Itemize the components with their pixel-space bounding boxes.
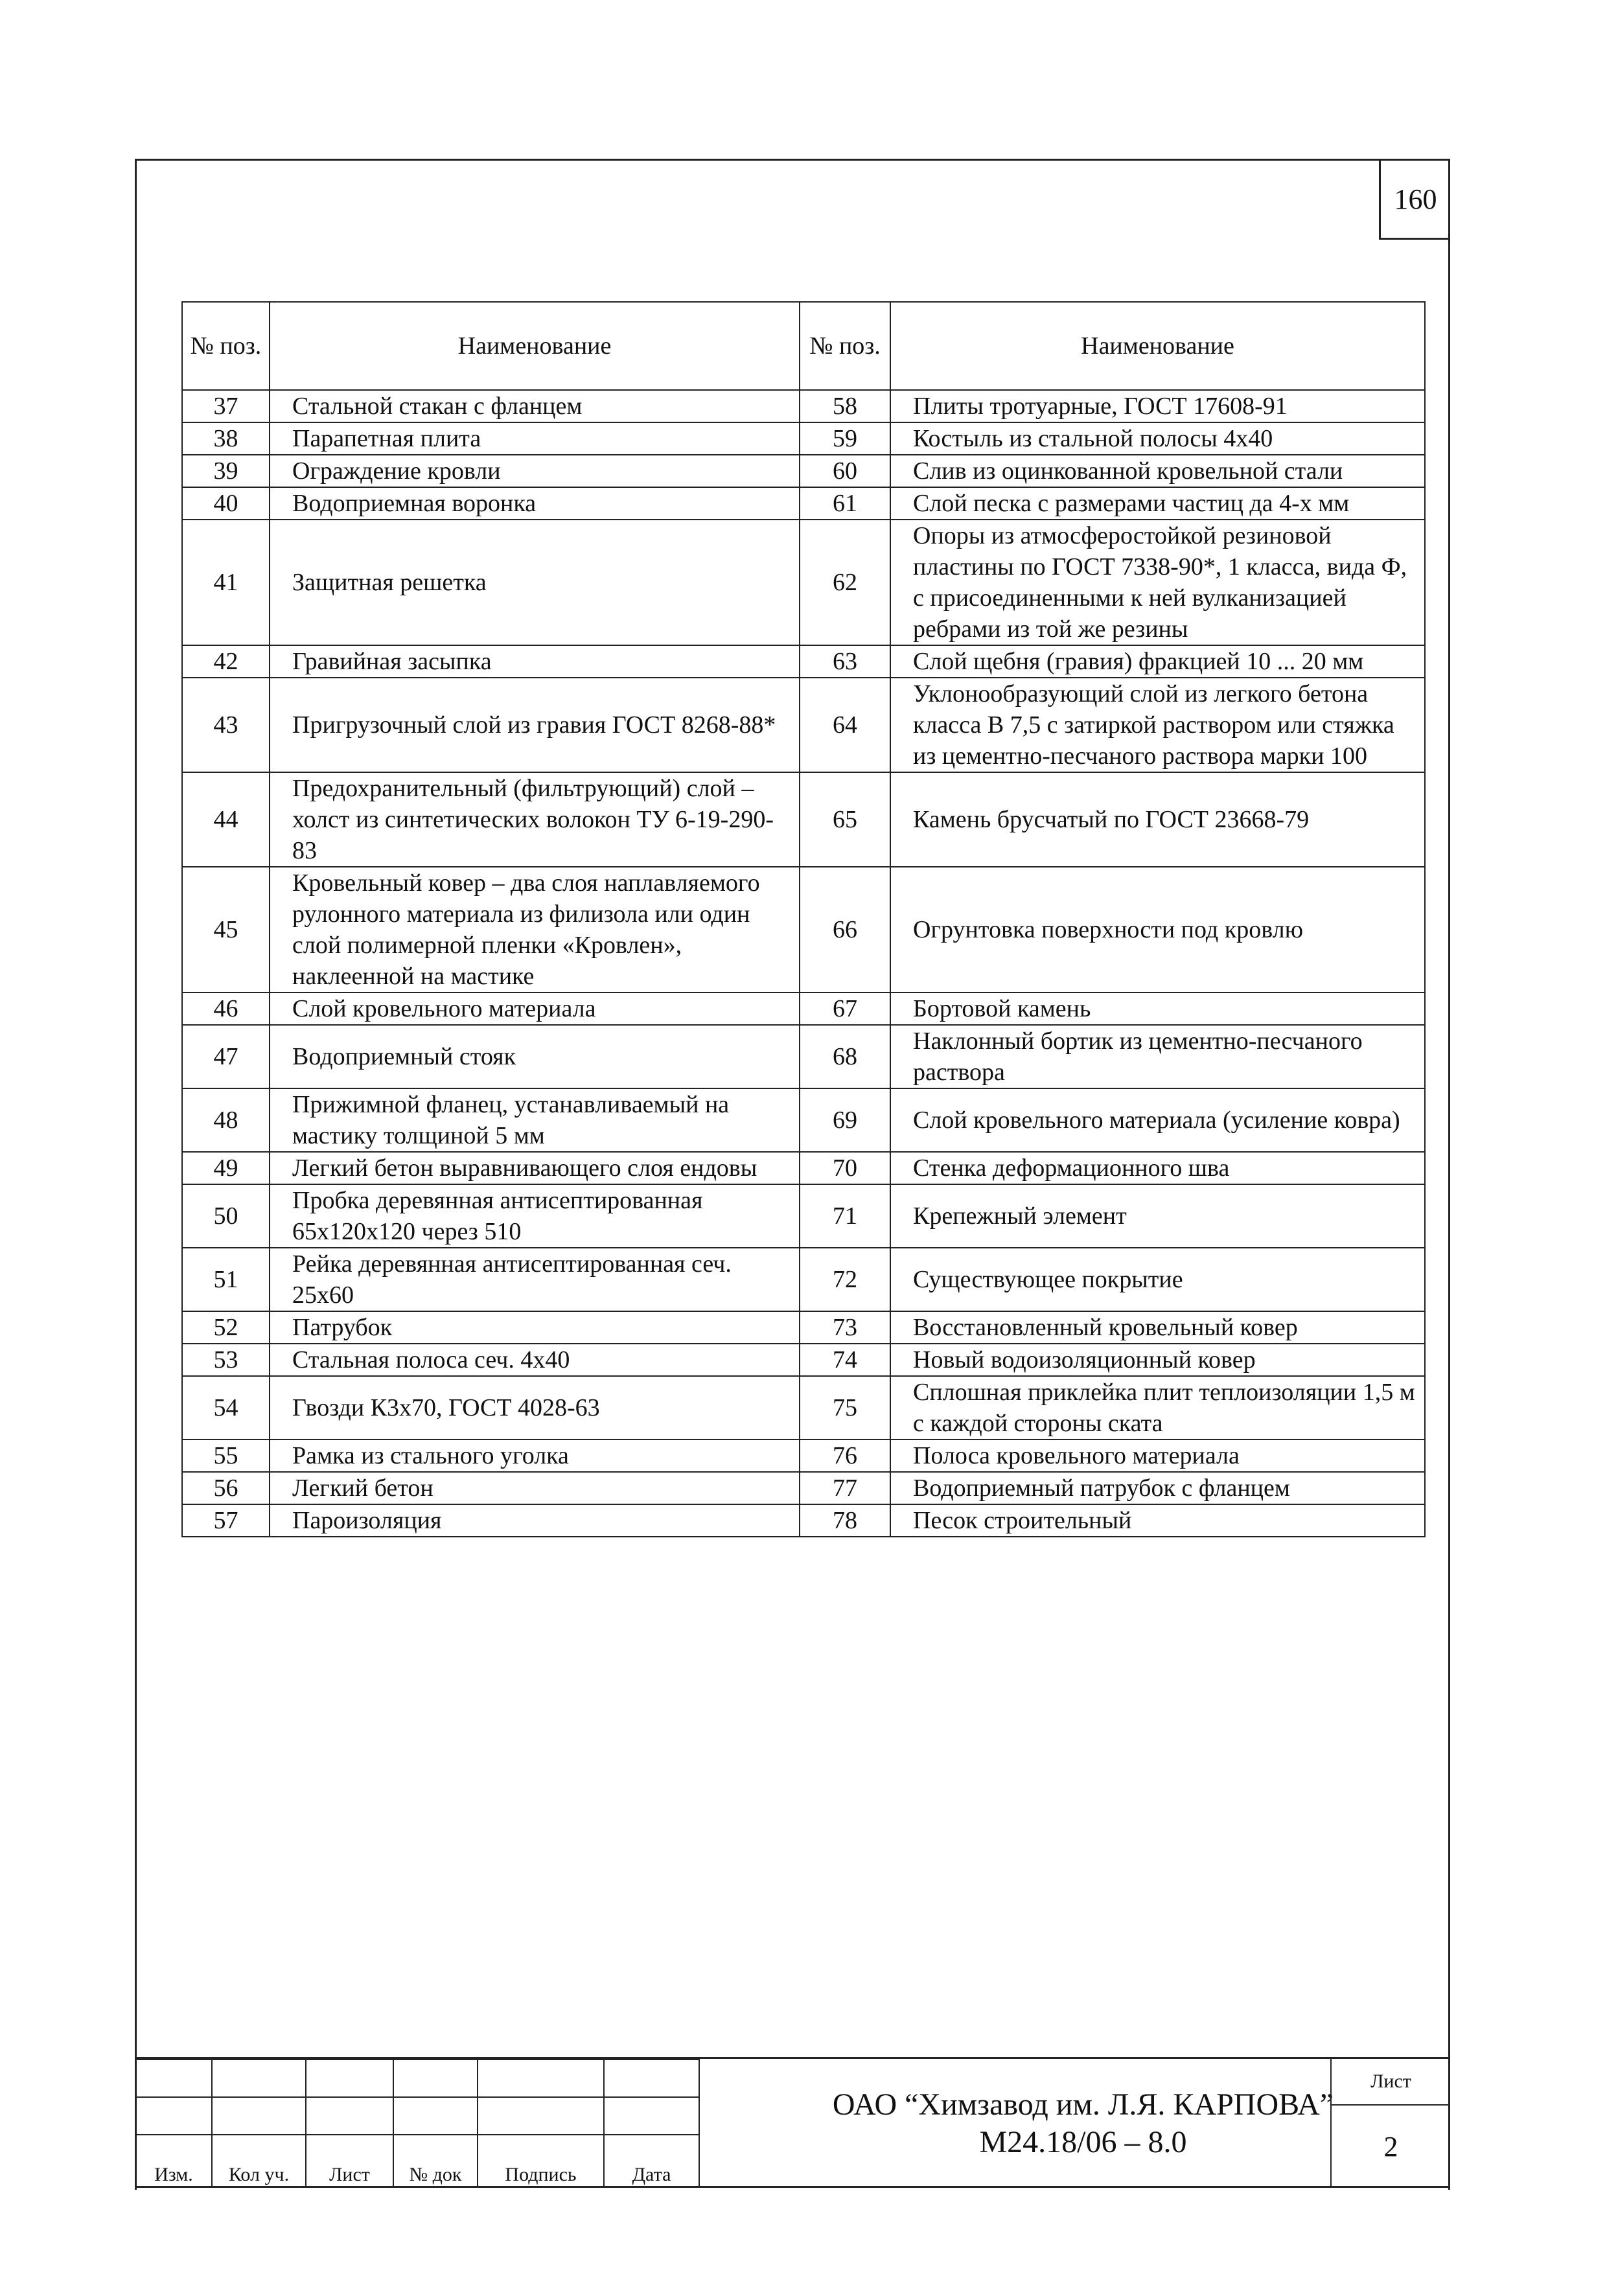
cell-name-left: Водоприемная воронка — [270, 487, 800, 520]
cell-pos-left: 43 — [182, 678, 270, 772]
cell-name-left: Легкий бетон выравнивающего слоя ендовы — [270, 1152, 800, 1184]
cell-name-right: Существующее покрытие — [890, 1248, 1425, 1311]
stamp-label-nom-dok: № док — [393, 2135, 478, 2187]
table-row — [182, 645, 1425, 678]
cell-name-left: Водоприемный стояк — [270, 1025, 800, 1088]
cell-name-left: Гравийная засыпка — [270, 645, 800, 678]
cell-name-right: Слой песка с размерами частиц да 4-х мм — [890, 487, 1425, 520]
page-number: 160 — [1379, 161, 1450, 240]
cell-pos-left: 47 — [182, 1025, 270, 1088]
table-row — [182, 772, 1425, 867]
cell-pos-right: 60 — [800, 455, 890, 487]
cell-name-right: Слив из оцинкованной кровельной стали — [890, 455, 1425, 487]
header-name-left: Наименование — [270, 302, 800, 390]
cell-name-right: Полоса кровельного материала — [890, 1440, 1425, 1472]
cell-name-right: Опоры из атмосферостойкой резиновой пластины по ГОСТ 7338-90*, 1 класса, вида Ф, с присоединенными к ней вулканизацией ребрами из той же резины — [890, 520, 1425, 645]
cell-name-left: Защитная решетка — [270, 520, 800, 645]
stamp-label-list: Лист — [306, 2135, 393, 2187]
table-row — [182, 678, 1425, 772]
table-row — [182, 1025, 1425, 1088]
header-pos-left: № поз. — [182, 302, 270, 390]
cell-name-right: Уклонообразующий слой из легкого бетона класса В 7,5 с затиркой раствором или стяжка из цементно-песчаного раствора марки 100 — [890, 678, 1425, 772]
cell-name-left: Рейка деревянная антисептированная сеч. 25x60 — [270, 1248, 800, 1311]
cell-name-right: Новый водоизоляционный ковер — [890, 1344, 1425, 1376]
cell-pos-left: 38 — [182, 422, 270, 455]
cell-pos-left: 45 — [182, 867, 270, 993]
cell-name-left: Гвозди К3x70, ГОСТ 4028-63 — [270, 1376, 800, 1440]
organization-name: ОАО “Химзавод им. Л.Я. КАРПОВА” — [832, 2087, 1334, 2122]
cell-name-right: Плиты тротуарные, ГОСТ 17608-91 — [890, 390, 1425, 422]
cell-name-right: Крепежный элемент — [890, 1184, 1425, 1248]
cell-pos-left: 41 — [182, 520, 270, 645]
specification-table — [181, 301, 1426, 1537]
table-row — [182, 520, 1425, 645]
cell-name-left: Легкий бетон — [270, 1472, 800, 1504]
table-row — [182, 993, 1425, 1025]
cell-pos-right: 75 — [800, 1376, 890, 1440]
cell-pos-right: 67 — [800, 993, 890, 1025]
cell-pos-right: 78 — [800, 1504, 890, 1537]
cell-pos-left: 46 — [182, 993, 270, 1025]
table-row — [182, 455, 1425, 487]
cell-pos-left: 52 — [182, 1311, 270, 1344]
sheet-number: 2 — [1383, 2131, 1398, 2163]
cell-name-left: Пробка деревянная антисептированная 65x120x120 через 510 — [270, 1184, 800, 1248]
cell-pos-left: 39 — [182, 455, 270, 487]
cell-name-left: Патрубок — [270, 1311, 800, 1344]
cell-name-right: Стенка деформационного шва — [890, 1152, 1425, 1184]
cell-name-right: Огрунтовка поверхности под кровлю — [890, 867, 1425, 993]
cell-pos-right: 76 — [800, 1440, 890, 1472]
cell-pos-right: 65 — [800, 772, 890, 867]
table-row — [182, 487, 1425, 520]
cell-pos-left: 40 — [182, 487, 270, 520]
table-body — [182, 390, 1425, 1537]
cell-name-left: Пароизоляция — [270, 1504, 800, 1537]
cell-name-left: Парапетная плита — [270, 422, 800, 455]
cell-name-left: Стальной стакан с фланцем — [270, 390, 800, 422]
cell-pos-left: 48 — [182, 1088, 270, 1152]
cell-pos-right: 73 — [800, 1311, 890, 1344]
cell-name-right: Восстановленный кровельный ковер — [890, 1311, 1425, 1344]
header-pos-right: № поз. — [800, 302, 890, 390]
table-row — [182, 390, 1425, 422]
cell-pos-right: 63 — [800, 645, 890, 678]
cell-pos-left: 44 — [182, 772, 270, 867]
cell-name-left: Пригрузочный слой из гравия ГОСТ 8268-88* — [270, 678, 800, 772]
cell-pos-left: 42 — [182, 645, 270, 678]
cell-pos-left: 37 — [182, 390, 270, 422]
cell-name-left: Стальная полоса сеч. 4x40 — [270, 1344, 800, 1376]
cell-name-left: Кровельный ковер – два слоя наплавляемого рулонного материала из филизола или один слой полимерной пленки «Кровлен», наклеенной на мастике — [270, 867, 800, 993]
document-code: М24.18/06 – 8.0 — [979, 2124, 1187, 2159]
cell-pos-right: 68 — [800, 1025, 890, 1088]
cell-pos-right: 70 — [800, 1152, 890, 1184]
stamp-label-podpis: Подпись — [478, 2135, 604, 2187]
cell-pos-left: 50 — [182, 1184, 270, 1248]
sheet-cell — [1330, 2059, 1450, 2188]
cell-name-right: Слой щебня (гравия) фракцией 10 ... 20 мм — [890, 645, 1425, 678]
table-row — [182, 1152, 1425, 1184]
cell-name-right: Слой кровельного материала (усиление ковра) — [890, 1088, 1425, 1152]
cell-pos-left: 54 — [182, 1376, 270, 1440]
table-row — [182, 1376, 1425, 1440]
cell-pos-left: 49 — [182, 1152, 270, 1184]
cell-pos-left: 51 — [182, 1248, 270, 1311]
cell-name-right: Песок строительный — [890, 1504, 1425, 1537]
cell-name-right: Сплошная приклейка плит теплоизоляции 1,5 м с каждой стороны ската — [890, 1376, 1425, 1440]
table-row — [182, 1184, 1425, 1248]
cell-pos-left: 55 — [182, 1440, 270, 1472]
cell-pos-right: 74 — [800, 1344, 890, 1376]
cell-pos-right: 69 — [800, 1088, 890, 1152]
cell-name-right: Водоприемный патрубок с фланцем — [890, 1472, 1425, 1504]
cell-name-left: Предохранительный (фильтрующий) слой – холст из синтетических волокон ТУ 6-19-290-83 — [270, 772, 800, 867]
header-name-right: Наименование — [890, 302, 1425, 390]
cell-pos-right: 61 — [800, 487, 890, 520]
table-row — [182, 1472, 1425, 1504]
cell-pos-right: 62 — [800, 520, 890, 645]
cell-pos-right: 77 — [800, 1472, 890, 1504]
table-row — [182, 867, 1425, 993]
stamp-label-izm: Изм. — [135, 2135, 212, 2187]
cell-name-left: Рамка из стального уголка — [270, 1440, 800, 1472]
table-row — [182, 1248, 1425, 1311]
table-row — [182, 422, 1425, 455]
cell-pos-left: 56 — [182, 1472, 270, 1504]
cell-name-right: Бортовой камень — [890, 993, 1425, 1025]
cell-pos-right: 64 — [800, 678, 890, 772]
stamp-label-kol-uch: Кол уч. — [212, 2135, 306, 2187]
cell-pos-right: 58 — [800, 390, 890, 422]
table-row — [182, 1344, 1425, 1376]
table-row — [182, 1088, 1425, 1152]
table-row — [182, 1504, 1425, 1537]
title-block — [135, 2057, 1450, 2188]
cell-pos-right: 72 — [800, 1248, 890, 1311]
sheet-label: Лист — [1332, 2059, 1450, 2106]
table-row — [182, 1311, 1425, 1344]
table-header-row — [182, 302, 1425, 390]
stamp-label-data: Дата — [604, 2135, 699, 2187]
cell-name-left: Ограждение кровли — [270, 455, 800, 487]
cell-pos-right: 71 — [800, 1184, 890, 1248]
cell-pos-right: 59 — [800, 422, 890, 455]
cell-name-left: Слой кровельного материала — [270, 993, 800, 1025]
cell-pos-left: 57 — [182, 1504, 270, 1537]
revision-grid — [135, 2059, 700, 2187]
cell-name-right: Костыль из стальной полосы 4x40 — [890, 422, 1425, 455]
cell-name-right: Наклонный бортик из цементно-песчаного раствора — [890, 1025, 1425, 1088]
cell-pos-left: 53 — [182, 1344, 270, 1376]
cell-name-left: Прижимной фланец, устанавливаемый на мастику толщиной 5 мм — [270, 1088, 800, 1152]
cell-pos-right: 66 — [800, 867, 890, 993]
table-row — [182, 1440, 1425, 1472]
cell-name-right: Камень брусчатый по ГОСТ 23668-79 — [890, 772, 1425, 867]
